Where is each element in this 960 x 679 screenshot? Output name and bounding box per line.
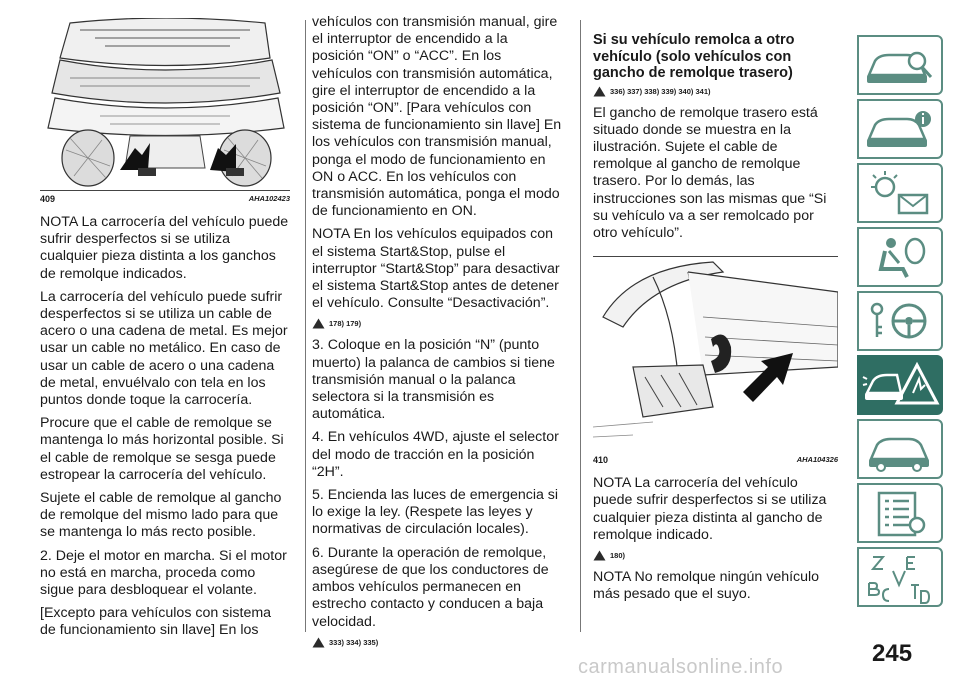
column-1	[40, 18, 290, 646]
paragraph: El gancho de remolque trasero está situado donde se muestra en la ilustración. Sujete el cable de remolque al gancho de remolque trasero. Por lo demás, las instrucciones son las mismas que “Si su vehículo va a ser remolcado por otro vehículo”.	[593, 104, 827, 241]
warning-triangle-icon	[312, 318, 325, 329]
chapter-tab-3[interactable]	[857, 163, 943, 223]
paragraph: La carrocería del vehículo puede sufrir desperfectos si se utiliza un cable de acero o una cadena de metal. Es mejor usar un cable no metálico. En caso de usar un cable de acero o una cadena de metal, envuélvalo con tela en los puntos donde toque la carrocería.	[40, 288, 288, 409]
warning-reference	[312, 318, 562, 329]
chapter-tab-8[interactable]	[857, 483, 943, 543]
warning-ref-numbers: 178) 179)	[329, 319, 362, 329]
seat-airbag-icon	[859, 229, 941, 285]
paragraph: 2. Deje el motor en marcha. Si el motor no está en marcha, proceda como sigue para desbloquear el volante.	[40, 547, 287, 599]
figure-code: AHA102423	[248, 194, 290, 203]
paragraph: NOTA La carrocería del vehículo puede sufrir desperfectos si se utiliza cualquier pieza distinta a los ganchos de remolque indicados.	[40, 214, 289, 282]
figure-code: AHA104326	[796, 455, 838, 465]
warning-ref-numbers: 333) 334) 335)	[329, 637, 379, 647]
paragraph: vehículos con transmisión manual, gire el interruptor de encendido a la posición “ON” o “ACC”. En los vehículos con transmisión automática, gire el interruptor de encendido a la posición “ON”. [Para vehículos con sistema de funcionamiento sin llave] En los vehículos con transmisión manual, ponga el modo de funcionamiento en ON o ACC. En los vehículos con transmisión automática, ponga el modo de funcionamiento en ON.	[312, 14, 562, 220]
figure-number: 410	[593, 455, 609, 466]
warning-triangle-icon	[593, 86, 606, 97]
chapter-tab-9[interactable]	[857, 547, 943, 607]
dashboard-lights-mail-icon	[859, 165, 941, 221]
warning-reference	[312, 637, 562, 648]
paragraph: 4. En vehículos 4WD, ajuste el selector del modo de tracción en la posición “2H”.	[312, 429, 559, 480]
paragraph: NOTA No remolque ningún vehículo más pesado que el suyo.	[593, 568, 820, 603]
paragraph: NOTA La carrocería del vehículo puede sufrir desperfectos si se utiliza cualquier pieza distinta al gancho de remolque indicado.	[593, 475, 827, 543]
paragraph: 6. Durante la operación de remolque, asegúrese de que los conductores de ambos vehículos permanecen en estrecho contacto y conducen a baja velocidad.	[312, 544, 549, 630]
column-divider	[305, 20, 306, 632]
warning-ref-numbers: 336) 337) 338) 339) 340) 341)	[610, 86, 711, 96]
figure-number: 409	[40, 194, 56, 204]
paragraph: 5. Encienda las luces de emergencia si lo exige la ley. (Respete las leyes y normativas de circulación locales).	[312, 487, 559, 538]
chapter-tab-6-active[interactable]	[857, 355, 943, 415]
breakdown-warning-icon	[859, 357, 941, 413]
warning-reference	[593, 86, 838, 97]
column-divider	[580, 20, 581, 632]
rear-tow-hook-illustration	[593, 257, 838, 452]
chapter-tab-2[interactable]	[857, 99, 943, 159]
paragraph: [Excepto para vehículos con sistema de funcionamiento sin llave] En los	[40, 605, 272, 639]
car-info-icon	[859, 101, 941, 157]
vehicle-front-underside-illustration	[40, 18, 290, 190]
watermark: carmanualsonline.info	[578, 656, 784, 678]
section-heading: Si su vehículo remolca a otro vehículo (solo vehículos con gancho de remolque trasero)	[593, 32, 795, 81]
steering-key-icon	[859, 293, 941, 349]
figure-409	[40, 18, 290, 191]
paragraph: NOTA En los vehículos equipados con el sistema Start&Stop, pulse el interruptor “Start&Stop” para desactivar el sistema Start&Stop antes de detener el vehículo. Consulte “Desactivación”.	[312, 226, 560, 312]
figure-caption	[40, 194, 290, 204]
chapter-tab-1[interactable]	[857, 35, 943, 95]
car-search-icon	[859, 37, 941, 93]
warning-triangle-icon	[312, 637, 325, 648]
warning-triangle-icon	[593, 550, 606, 561]
chapter-tab-5[interactable]	[857, 291, 943, 351]
figure-caption	[593, 455, 838, 465]
figure-410	[593, 256, 838, 452]
alphabet-index-icon	[859, 549, 941, 605]
paragraph: 3. Coloque en la posición “N” (punto muerto) la palanca de cambios si tiene transmisión manual o la palanca selectora si la transmisión es automática.	[312, 337, 555, 423]
chapter-tab-7[interactable]	[857, 419, 943, 479]
warning-ref-numbers: 180)	[610, 550, 626, 560]
page-number: 245	[872, 640, 913, 667]
chapter-tab-4[interactable]	[857, 227, 943, 287]
paragraph: Procure que el cable de remolque se mantenga lo más horizontal posible. Si el cable de remolque se sesga puede estropear la carrocería del vehículo.	[40, 415, 284, 483]
specifications-list-icon	[859, 485, 941, 541]
column-2	[312, 14, 562, 656]
warning-reference	[593, 550, 838, 561]
car-maintenance-icon	[859, 421, 941, 477]
column-3	[593, 14, 838, 609]
paragraph: Sujete el cable de remolque al gancho de remolque del mismo lado para que se mantenga lo más recto posible.	[40, 490, 282, 541]
